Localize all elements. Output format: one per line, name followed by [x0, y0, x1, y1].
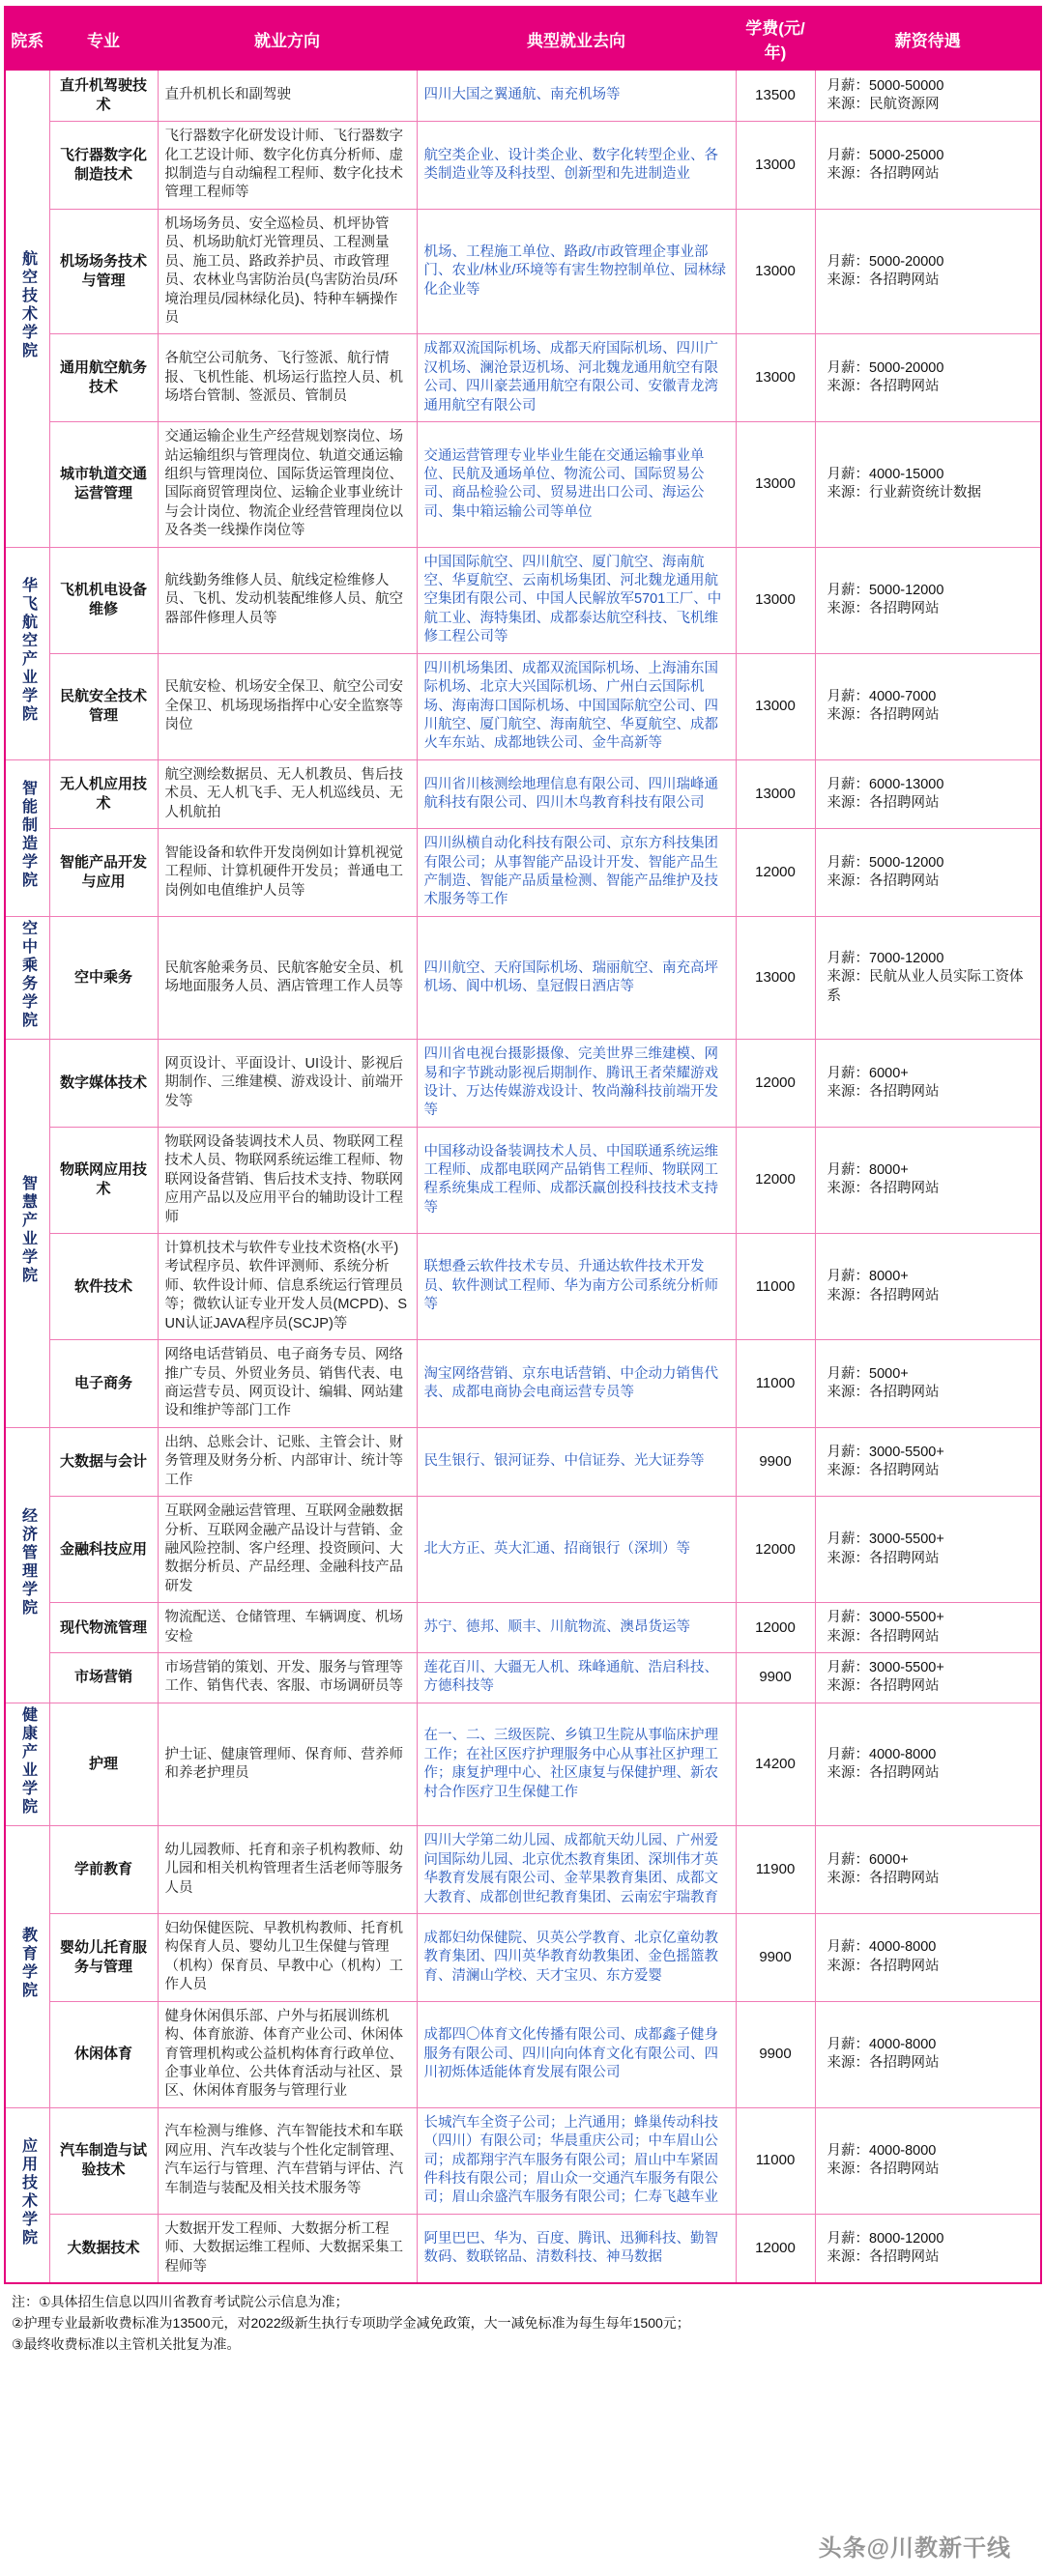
college-cell [5, 71, 49, 548]
table-row [5, 1913, 1041, 2001]
header-major: 专业 [49, 7, 158, 71]
monthly-salary: 月薪：4000-8000 [826, 1746, 937, 1762]
monthly-salary: 月薪：4000-7000 [826, 688, 937, 704]
monthly-salary: 月薪：3000-5500+ [826, 1531, 944, 1548]
employment-destination: 四川纵横自动化科技有限公司、京东方科技集团有限公司；从事智能产品设计开发、智能产品生产制造、智能产品质量检测、智能产品维护及技术服务等工作 [417, 829, 736, 917]
salary-cell [815, 759, 1041, 828]
college-name: 经济管理学院 [19, 1506, 37, 1617]
footnotes [4, 2284, 1040, 2355]
employment-destination: 中国国际航空、四川航空、厦门航空、海南航空、华夏航空、云南机场集团、河北魏龙通用航空集团有限公司、中国人民解放军5701工厂、中航工业、海特集团、成都泰达航空科技、飞机维修工程公司等 [417, 547, 736, 653]
footnote-2: ②护理专业最新收费标准为13500元，对2022级新生执行专项助学金减免政策，大一减免标准为每生每年1500元； [12, 2314, 690, 2331]
employment-direction: 出纳、总账会计、记账、主管会计、财务管理及财务分析、内部审计、统计等工作 [158, 1427, 417, 1496]
salary-cell [815, 422, 1041, 548]
monthly-salary: 月薪：8000-12000 [826, 2230, 944, 2247]
employment-direction: 航空测绘数据员、无人机教员、售后技术员、无人机飞手、无人机巡线员、无人机航拍 [158, 759, 417, 828]
tuition-value: 12000 [736, 1040, 815, 1128]
salary-source: 来源：各招聘网站 [826, 2249, 940, 2266]
majors-table [4, 6, 1042, 2284]
footnote-3: ③最终收费标准以主管机关批复为准。 [12, 2335, 241, 2352]
employment-destination: 机场、工程施工单位、路政/市政管理企事业部门、农业/林业/环境等有害生物控制单位、园林绿化企业等 [417, 209, 736, 334]
salary-source: 来源：各招聘网站 [826, 873, 940, 889]
employment-direction: 各航空公司航务、飞行签派、航行情报、飞机性能、机场运行监控人员、机场塔台管制、签派员、管制员 [158, 334, 417, 422]
tuition-value: 12000 [736, 829, 815, 917]
tuition-value: 12000 [736, 2214, 815, 2283]
college-cell [5, 1703, 49, 1825]
salary-cell [815, 1703, 1041, 1825]
monthly-salary: 月薪：7000-12000 [826, 950, 944, 966]
salary-source: 来源：各招聘网站 [826, 1181, 940, 1197]
employment-direction: 大数据开发工程师、大数据分析工程师、大数据运维工程师、大数据采集工程师等 [158, 2214, 417, 2283]
tuition-value: 9900 [736, 1913, 815, 2001]
tuition-value: 11000 [736, 2107, 815, 2214]
table-row [5, 209, 1041, 334]
salary-cell [815, 2107, 1041, 2214]
tuition-value: 13000 [736, 653, 815, 759]
college-name: 智慧产业学院 [19, 1175, 37, 1286]
salary-source: 来源：各招聘网站 [826, 1287, 940, 1303]
tuition-value: 13000 [736, 916, 815, 1039]
table-row [5, 1703, 1041, 1825]
salary-source: 来源：各招聘网站 [826, 272, 940, 289]
major-name: 护理 [49, 1703, 158, 1825]
employment-direction: 航线勤务维修人员、航线定检维修人员、飞机、发动机装配维修人员、航空器部件修理人员等 [158, 547, 417, 653]
tuition-value: 11900 [736, 1826, 815, 1914]
table-row [5, 1340, 1041, 1428]
footnote-1: 注：①具体招生信息以四川省教育考试院公示信息为准； [12, 2294, 349, 2310]
monthly-salary: 月薪：4000-8000 [826, 2036, 937, 2052]
employment-destination: 长城汽车全资子公司；上汽通用；蜂巢传动科技（四川）有限公司；华晨重庆公司；中车眉山公司；成都翔宇汽车服务有限公司；眉山中车紧固件科技有限公司；眉山众一交通汽车服务有限公司；眉山余盛汽车服务有限公司；仁寿飞越车业 [417, 2107, 736, 2214]
major-name: 休闲体育 [49, 2001, 158, 2107]
employment-direction: 物流配送、仓储管理、车辆调度、机场安检 [158, 1603, 417, 1653]
employment-direction: 网页设计、平面设计、UI设计、影视后期制作、三维建模、游戏设计、前端开发等 [158, 1040, 417, 1128]
table-row [5, 1826, 1041, 1914]
major-name: 数字媒体技术 [49, 1040, 158, 1128]
monthly-salary: 月薪：4000-15000 [826, 466, 944, 482]
table-row [5, 1427, 1041, 1496]
major-name: 现代物流管理 [49, 1603, 158, 1653]
header-college: 院系 [5, 7, 49, 71]
tuition-value: 13000 [736, 334, 815, 422]
employment-direction: 民航客舱乘务员、民航客舱安全员、机场地面服务人员、酒店管理工作人员等 [158, 916, 417, 1039]
employment-direction: 民航安检、机场安全保卫、航空公司安全保卫、机场现场指挥中心安全监察等岗位 [158, 653, 417, 759]
salary-cell [815, 1913, 1041, 2001]
salary-source: 来源：各招聘网站 [826, 1550, 940, 1566]
monthly-salary: 月薪：8000+ [826, 1162, 909, 1179]
college-name: 航空技术学院 [19, 250, 37, 361]
header-tuition: 学费(元/年) [736, 7, 815, 71]
employment-destination: 民生银行、银河证券、中信证券、光大证券等 [417, 1427, 736, 1496]
major-name: 金融科技应用 [49, 1497, 158, 1603]
salary-cell [815, 1826, 1041, 1914]
college-name: 应用技术学院 [19, 2136, 37, 2247]
employment-destination: 中国移动设备装调技术人员、中国联通系统运维工程师、成都电联网产品销售工程师、物联网工程系统集成工程师、成都沃赢创投科技技术支持等 [417, 1127, 736, 1233]
table-row [5, 422, 1041, 548]
salary-cell [815, 1497, 1041, 1603]
monthly-salary: 月薪：6000+ [826, 1065, 909, 1081]
major-name: 软件技术 [49, 1234, 158, 1340]
employment-destination: 航空类企业、设计类企业、数字化转型企业、各类制造业等及科技型、创新型和先进制造业 [417, 122, 736, 210]
major-name: 机场场务技术与管理 [49, 209, 158, 334]
college-cell [5, 2107, 49, 2283]
salary-source: 来源：各招聘网站 [826, 1384, 940, 1400]
monthly-salary: 月薪：5000-20000 [826, 359, 944, 376]
major-name: 飞机机电设备维修 [49, 547, 158, 653]
monthly-salary: 月薪：5000-50000 [826, 77, 944, 94]
monthly-salary: 月薪：3000-5500+ [826, 1610, 944, 1626]
table-row [5, 1603, 1041, 1653]
major-name: 民航安全技术管理 [49, 653, 158, 759]
salary-cell [815, 2001, 1041, 2107]
table-row [5, 547, 1041, 653]
major-name: 飞行器数字化制造技术 [49, 122, 158, 210]
salary-source: 来源：各招聘网站 [826, 1871, 940, 1887]
salary-source: 来源：各招聘网站 [826, 166, 940, 183]
major-name: 学前教育 [49, 1826, 158, 1914]
major-name: 婴幼儿托育服务与管理 [49, 1913, 158, 2001]
salary-cell [815, 71, 1041, 122]
employment-destination: 四川大国之翼通航、南充机场等 [417, 71, 736, 122]
employment-destination: 成都双流国际机场、成都天府国际机场、四川广汉机场、澜沧景迈机场、河北魏龙通用航空有限公司、四川豪芸通用航空有限公司、安徽青龙湾通用航空有限公司 [417, 334, 736, 422]
employment-destination: 四川航空、天府国际机场、瑞丽航空、南充高坪机场、阆中机场、皇冠假日酒店等 [417, 916, 736, 1039]
employment-direction: 幼儿园教师、托育和亲子机构教师、幼儿园和相关机构管理者生活老师等服务人员 [158, 1826, 417, 1914]
employment-direction: 汽车检测与维修、汽车智能技术和车联网应用、汽车改装与个性化定制管理、汽车运行与管理、汽车营销与评估、汽车制造与装配及相关技术服务等 [158, 2107, 417, 2214]
table-body [5, 71, 1041, 2284]
header-destination: 典型就业去向 [417, 7, 736, 71]
salary-source: 来源：行业薪资统计数据 [826, 485, 981, 501]
monthly-salary: 月薪：6000-13000 [826, 776, 944, 792]
monthly-salary: 月薪：3000-5500+ [826, 1444, 944, 1460]
salary-source: 来源：民航从业人员实际工资体系 [826, 969, 1024, 1004]
employment-direction: 直升机机长和副驾驶 [158, 71, 417, 122]
college-cell [5, 1826, 49, 2107]
employment-direction: 计算机技术与软件专业技术资格(水平)考试程序员、软件评测师、系统分析师、软件设计师、信息系统运行管理员等；微软认证专业开发人员(MCPD)、SUN认证JAVA程序员(SCJP)等 [158, 1234, 417, 1340]
college-cell [5, 759, 49, 916]
employment-destination: 四川机场集团、成都双流国际机场、上海浦东国际机场、北京大兴国际机场、广州白云国际机场、海南海口国际机场、中国国际航空公司、四川航空、厦门航空、海南航空、华夏航空、成都火车东站、成都地铁公司、金牛高新等 [417, 653, 736, 759]
table-row [5, 122, 1041, 210]
tuition-value: 9900 [736, 2001, 815, 2107]
table-header [5, 7, 1041, 71]
table-row [5, 1040, 1041, 1128]
college-cell [5, 1427, 49, 1703]
tuition-value: 14200 [736, 1703, 815, 1825]
employment-destination: 联想叠云软件技术专员、升通达软件技术开发员、软件测试工程师、华为南方公司系统分析师等 [417, 1234, 736, 1340]
salary-cell [815, 1653, 1041, 1703]
tuition-value: 12000 [736, 1127, 815, 1233]
employment-destination: 阿里巴巴、华为、百度、腾讯、迅狮科技、勤智数码、数联铭品、清数科技、神马数据 [417, 2214, 736, 2283]
salary-source: 来源：各招聘网站 [826, 1084, 940, 1101]
employment-destination: 交通运营管理专业毕业生能在交通运输事业单位、民航及通场单位、物流公司、国际贸易公司、商品检验公司、贸易进出口公司、海运公司、集中箱运输公司等单位 [417, 422, 736, 548]
employment-destination: 四川省电视台摄影摄像、完美世界三维建模、网易和字节跳动影视后期制作、腾讯王者荣耀游戏设计、万达传媒游戏设计、牧尚瀚科技前端开发等 [417, 1040, 736, 1128]
tuition-value: 13000 [736, 209, 815, 334]
college-name: 空中乘务学院 [19, 919, 37, 1030]
table-row [5, 71, 1041, 122]
salary-source: 来源：各招聘网站 [826, 601, 940, 617]
tuition-value: 13500 [736, 71, 815, 122]
tuition-value: 9900 [736, 1427, 815, 1496]
college-name: 华飞航空产业学院 [19, 577, 37, 725]
major-name: 市场营销 [49, 1653, 158, 1703]
college-cell [5, 916, 49, 1039]
employment-direction: 飞行器数字化研发设计师、飞行器数字化工艺设计师、数字化仿真分析师、虚拟制造与自动编程工程师、数字化技术管理工程师等 [158, 122, 417, 210]
salary-cell [815, 2214, 1041, 2283]
employment-destination: 成都妇幼保健院、贝英公学教育、北京亿童幼教教育集团、四川英华教育幼教集团、金色摇篮教育、清澜山学校、天才宝贝、东方爱婴 [417, 1913, 736, 2001]
table-row [5, 829, 1041, 917]
major-name: 物联网应用技术 [49, 1127, 158, 1233]
salary-cell [815, 1427, 1041, 1496]
employment-direction: 健身休闲俱乐部、户外与拓展训练机构、体育旅游、体育产业公司、休闲体育管理机构或公益机构体育行政单位、企事业单位、公共体育活动与社区、景区、休闲体育服务与管理行业 [158, 2001, 417, 2107]
monthly-salary: 月薪：5000-12000 [826, 854, 944, 871]
salary-source: 来源：各招聘网站 [826, 1462, 940, 1478]
salary-cell [815, 1040, 1041, 1128]
watermark: 头条@川教新干线 [818, 2535, 1011, 2562]
employment-direction: 市场营销的策划、开发、服务与管理等工作、销售代表、客服、市场调研员等 [158, 1653, 417, 1703]
salary-cell [815, 1603, 1041, 1653]
salary-cell [815, 916, 1041, 1039]
salary-source: 来源：各招聘网站 [826, 2161, 940, 2178]
salary-source: 来源：各招聘网站 [826, 707, 940, 724]
major-name: 大数据与会计 [49, 1427, 158, 1496]
major-name: 智能产品开发与应用 [49, 829, 158, 917]
table-row [5, 2214, 1041, 2283]
employment-destination: 成都四〇体育文化传播有限公司、成都鑫子健身服务有限公司、四川向向体育文化有限公司、四川初烁体适能体育发展有限公司 [417, 2001, 736, 2107]
salary-cell [815, 1234, 1041, 1340]
table-row [5, 759, 1041, 828]
monthly-salary: 月薪：5000+ [826, 1365, 909, 1382]
college-name: 健康产业学院 [19, 1705, 37, 1817]
employment-direction: 智能设备和软件开发岗例如计算机视觉工程师、计算机硬件开发员；普通电工岗例如电值维护人员等 [158, 829, 417, 917]
table-row [5, 1497, 1041, 1603]
table-row [5, 1127, 1041, 1233]
major-name: 通用航空航务技术 [49, 334, 158, 422]
salary-cell [815, 1127, 1041, 1233]
salary-cell [815, 1340, 1041, 1428]
salary-source: 来源：各招聘网站 [826, 1628, 940, 1645]
table-row [5, 1653, 1041, 1703]
tuition-value: 13000 [736, 547, 815, 653]
college-cell [5, 1040, 49, 1428]
employment-destination: 四川省川核测绘地理信息有限公司、四川瑞峰通航科技有限公司、四川木鸟教育科技有限公司 [417, 759, 736, 828]
table-row [5, 653, 1041, 759]
salary-cell [815, 122, 1041, 210]
salary-cell [815, 547, 1041, 653]
employment-direction: 妇幼保健医院、早教机构教师、托育机构保育人员、婴幼儿卫生保健与管理（机构）保育员、早教中心（机构）工作人员 [158, 1913, 417, 2001]
monthly-salary: 月薪：5000-20000 [826, 253, 944, 270]
college-cell [5, 547, 49, 759]
table-row [5, 2001, 1041, 2107]
salary-cell [815, 653, 1041, 759]
monthly-salary: 月薪：4000-8000 [826, 1939, 937, 1956]
college-name: 教育学院 [19, 1927, 37, 2001]
employment-direction: 机场场务员、安全巡检员、机坪协管员、机场助航灯光管理员、工程测量员、施工员、路政养护员、市政管理员、农林业鸟害防治员(鸟害防治员/环境治理员/园林绿化员)、特种车辆操作员 [158, 209, 417, 334]
header-salary: 薪资待遇 [815, 7, 1041, 71]
employment-destination: 在一、二、三级医院、乡镇卫生院从事临床护理工作；在社区医疗护理服务中心从事社区护理工作；康复护理中心、社区康复与保健护理、新农村合作医疗卫生保健工作 [417, 1703, 736, 1825]
monthly-salary: 月薪：8000+ [826, 1269, 909, 1285]
salary-cell [815, 209, 1041, 334]
college-name: 智能制造学院 [19, 780, 37, 891]
employment-direction: 护士证、健康管理师、保育师、营养师和养老护理员 [158, 1703, 417, 1825]
major-name: 城市轨道交通运营管理 [49, 422, 158, 548]
header-direction: 就业方向 [158, 7, 417, 71]
salary-source: 来源：各招聘网站 [826, 379, 940, 395]
salary-source: 来源：各招聘网站 [826, 1765, 940, 1782]
major-name: 大数据技术 [49, 2214, 158, 2283]
employment-direction: 互联网金融运营管理、互联网金融数据分析、互联网金融产品设计与营销、金融风险控制、客户经理、投资顾问、大数据分析员、产品经理、金融科技产品研发 [158, 1497, 417, 1603]
salary-cell [815, 829, 1041, 917]
employment-direction: 网络电话营销员、电子商务专员、网络推广专员、外贸业务员、销售代表、电商运营专员、网页设计、编辑、网站建设和维护等部门工作 [158, 1340, 417, 1428]
tuition-value: 9900 [736, 1653, 815, 1703]
monthly-salary: 月薪：5000-12000 [826, 582, 944, 598]
salary-source: 来源：各招聘网站 [826, 2055, 940, 2072]
table-row [5, 916, 1041, 1039]
tuition-value: 12000 [736, 1497, 815, 1603]
monthly-salary: 月薪：6000+ [826, 1851, 909, 1868]
tuition-value: 11000 [736, 1340, 815, 1428]
employment-destination: 北大方正、英大汇通、招商银行（深圳）等 [417, 1497, 736, 1603]
salary-source: 来源：各招聘网站 [826, 1678, 940, 1695]
tuition-value: 13000 [736, 122, 815, 210]
major-name: 无人机应用技术 [49, 759, 158, 828]
table-row [5, 2107, 1041, 2214]
major-name: 直升机驾驶技术 [49, 71, 158, 122]
employment-destination: 四川大学第二幼儿园、成都航天幼儿园、广州爱问国际幼儿园、北京优杰教育集团、深圳伟才英华教育发展有限公司、金苹果教育集团、成都文大教育、成都创世纪教育集团、云南宏宇瑞教育 [417, 1826, 736, 1914]
monthly-salary: 月薪：4000-8000 [826, 2142, 937, 2159]
salary-source: 来源：各招聘网站 [826, 1958, 940, 1974]
employment-destination: 莲花百川、大疆无人机、珠峰通航、浩启科技、方德科技等 [417, 1653, 736, 1703]
employment-destination: 苏宁、德邦、顺丰、川航物流、澳昂货运等 [417, 1603, 736, 1653]
tuition-value: 11000 [736, 1234, 815, 1340]
major-name: 电子商务 [49, 1340, 158, 1428]
table-row [5, 1234, 1041, 1340]
tuition-value: 13000 [736, 759, 815, 828]
major-name: 汽车制造与试验技术 [49, 2107, 158, 2214]
salary-source: 来源：各招聘网站 [826, 794, 940, 811]
monthly-salary: 月薪：5000-25000 [826, 147, 944, 163]
employment-destination: 淘宝网络营销、京东电话营销、中企动力销售代表、成都电商协会电商运营专员等 [417, 1340, 736, 1428]
monthly-salary: 月薪：3000-5500+ [826, 1660, 944, 1676]
employment-direction: 交通运输企业生产经营规划察岗位、场站运输组织与管理岗位、轨道交通运输组织与管理岗位、国际货运管理岗位、国际商贸管理岗位、运输企业事业统计与会计岗位、物流企业经营管理岗位以及各类一线操作岗位等 [158, 422, 417, 548]
employment-direction: 物联网设备装调技术人员、物联网工程技术人员、物联网系统运维工程师、物联网设备营销、售后技术支持、物联网应用产品以及应用平台的辅助设计工程师 [158, 1127, 417, 1233]
tuition-value: 12000 [736, 1603, 815, 1653]
salary-cell [815, 334, 1041, 422]
table-row [5, 334, 1041, 422]
major-name: 空中乘务 [49, 916, 158, 1039]
tuition-value: 13000 [736, 422, 815, 548]
salary-source: 来源：民航资源网 [826, 97, 940, 113]
